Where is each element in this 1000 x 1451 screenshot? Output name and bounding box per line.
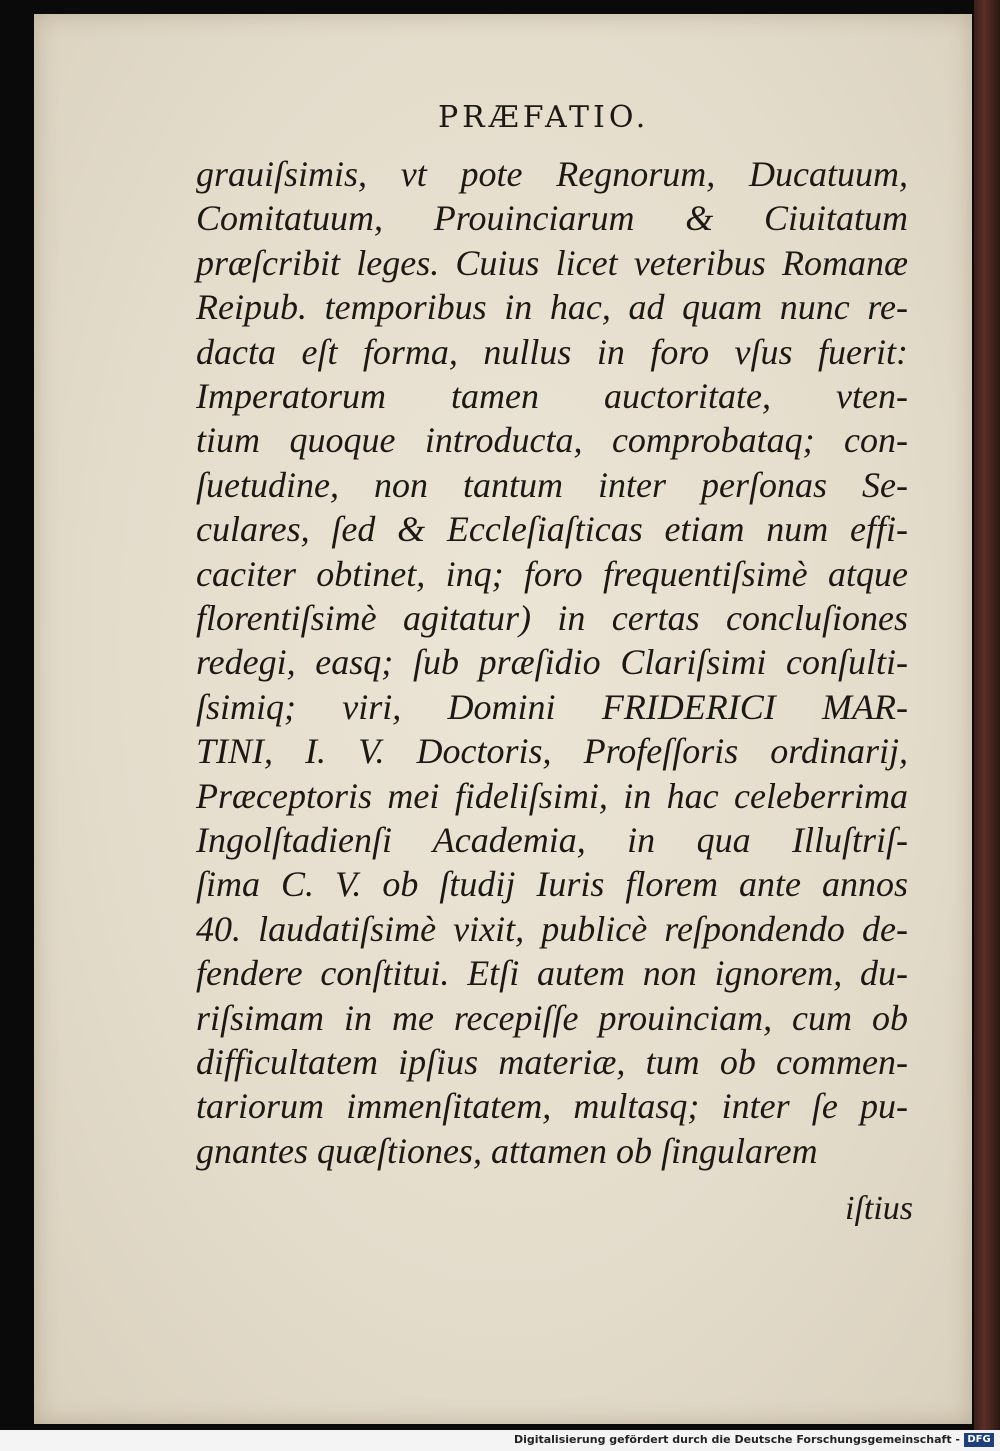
text-line: præſcribit leges. Cuius licet veteribus Romanæ xyxy=(196,242,908,283)
text-line: tariorum immenſitatem, multasq; inter ſe pu- xyxy=(196,1086,908,1127)
text-line: tium quoque introducta, comprobataq; con- xyxy=(196,420,908,461)
text-line: caciter obtinet, inq; foro frequentiſsimè atque xyxy=(196,553,908,594)
text-line: 40. laudatiſsimè vixit, publicè reſpondendo de- xyxy=(196,908,908,949)
text-line: Ingolſtadienſi Academia, in qua Illuſtriſ- xyxy=(196,820,908,860)
digitization-footer xyxy=(0,1430,1000,1451)
text-line: ſuetudine, non tantum inter perſonas Se- xyxy=(196,464,908,505)
text-line: Reipub. temporibus in hac, ad quam nunc re- xyxy=(196,287,908,328)
text-line: ſima C. V. ob ſtudij Iuris florem ante annos xyxy=(196,864,908,905)
text-line: Præceptoris mei fideliſsimi, in hac celeberrima xyxy=(196,775,908,816)
catchword: iſtius xyxy=(845,1190,914,1227)
running-header: PRÆFATIO. xyxy=(438,100,650,135)
text-line: difficultatem ipſius materiæ, tum ob commen- xyxy=(196,1042,908,1082)
text-line: grauiſsimis, vt pote Regnorum, Ducatuum, xyxy=(196,154,908,194)
text-line: riſsimam in me recepiſſe prouinciam, cum ob xyxy=(196,997,908,1038)
text-line: dacta eſt forma, nullus in foro vſus fuerit: xyxy=(196,331,908,372)
text-line: ſsimiq; viri, Domini FRIDERICI MAR- xyxy=(196,686,908,727)
text-line: redegi, easq; ſub præſidio Clariſsimi conſulti- xyxy=(196,642,908,683)
text-line: culares, ſed & Eccleſiaſticas etiam num effi- xyxy=(196,509,908,550)
text-line: TINI, I. V. Doctoris, Profeſſoris ordinarij, xyxy=(196,731,908,772)
funding-notice: Digitalisierung gefördert durch die Deutsche Forschungsgemeinschaft - xyxy=(513,1433,960,1446)
text-line: gnantes quæſtiones, attamen ob ſingularem xyxy=(196,1130,818,1171)
text-line: Imperatorum tamen auctoritate, vten- xyxy=(196,376,908,416)
dfg-logo: DFG xyxy=(964,1433,994,1447)
book-edge xyxy=(974,0,1000,1440)
text-line: florentiſsimè agitatur) in certas concluſiones xyxy=(196,598,908,638)
text-line: Comitatuum, Prouinciarum & Ciuitatum xyxy=(196,198,908,239)
text-line: fendere conſtitui. Etſi autem non ignorem, du- xyxy=(196,953,908,994)
